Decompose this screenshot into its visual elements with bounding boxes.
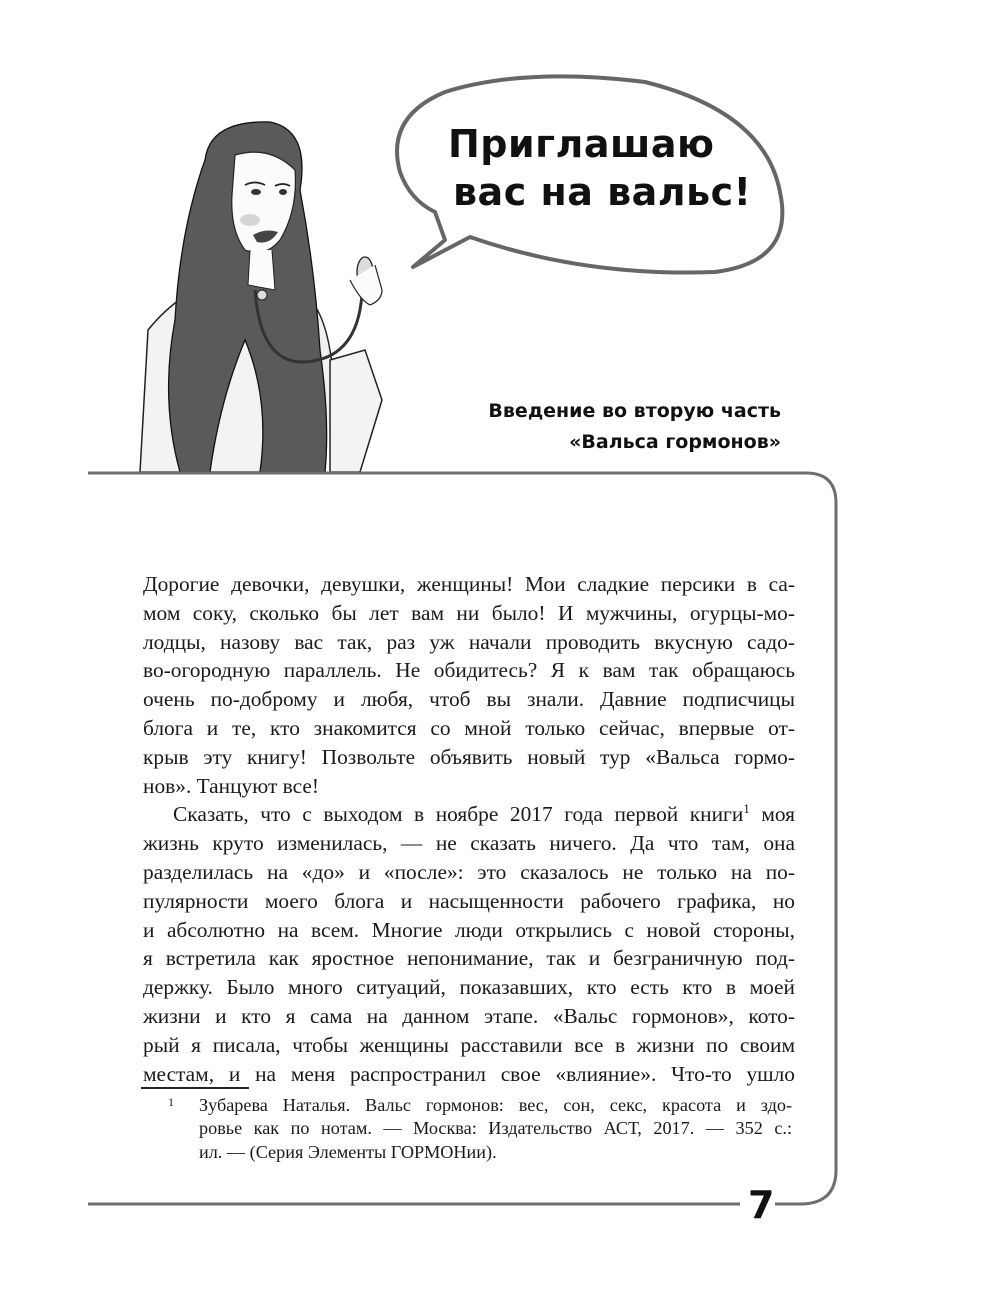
chapter-title-line-1: Введение во вторую часть: [488, 400, 781, 422]
page-number: 7: [748, 1183, 775, 1227]
footnote-separator: [141, 1087, 249, 1089]
paragraph-2: [143, 800, 795, 1088]
text-line: блога и те, кто знакомится со мной только сейчас, впервые от-: [143, 715, 795, 740]
body-text: [143, 570, 795, 1088]
footnote-line: ил. — (Серия Элементы ГОРМОНии).: [199, 1141, 497, 1162]
text-line: я встретила как яростное непонимание, так и безграничную под-: [143, 946, 795, 971]
footnote-line: ровье как по нотам. — Москва: Издательство АСТ, 2017. — 352 с.:: [199, 1118, 792, 1139]
text-line: Дорогие девочки, девушки, женщины! Мои сладкие персики в са-: [143, 572, 795, 596]
text-segment: моя: [749, 802, 795, 827]
text-segment: Сказать, что с выходом в ноябре 2017 года первой книги: [173, 802, 744, 827]
text-line: местам, и на меня распространил свое «влияние». Что-то ушло: [143, 1061, 795, 1086]
doctor-illustration: [120, 100, 430, 472]
text-line: рый я писала, чтобы женщины расставили все в жизни по своим: [143, 1032, 795, 1057]
text-line: жизнь круто изменилась, — не сказать ничего. Да что там, она: [143, 831, 795, 856]
text-line: и абсолютно на всем. Многие люди открылись с новой стороны,: [143, 917, 795, 942]
speech-bubble-text: [448, 120, 768, 216]
text-line: пулярности моего блога и насыщенности рабочего графика, но: [143, 888, 795, 913]
paragraph-1: [143, 570, 795, 800]
footnote-reference[interactable]: 1: [743, 801, 750, 817]
text-line: крыв эту книгу! Позвольте объявить новый тур «Вальса гормо-: [143, 744, 795, 769]
text-line: очень по-доброму и любя, чтоб вы знали. Давние подписчицы: [143, 687, 795, 712]
text-line: мом соку, сколько бы лет вам ни было! И мужчины, огурцы-мо-: [143, 600, 795, 625]
footnote-mark: 1: [168, 1095, 174, 1109]
footnote: [168, 1094, 792, 1164]
text-line: разделилась на «до» и «после»: это сказалось не только на по-: [143, 859, 795, 884]
speech-line-1: Приглашаю: [448, 122, 715, 166]
footnote-body: [199, 1094, 792, 1164]
text-line: нов». Танцуют все!: [143, 773, 319, 798]
chapter-title: [488, 396, 781, 458]
text-line: жизни и кто я сама на данном этапе. «Вальс гормонов», кото-: [143, 1003, 795, 1028]
text-line: [143, 800, 795, 829]
chapter-title-line-2: «Вальса гормонов»: [569, 431, 781, 453]
footnote-line: Зубарева Наталья. Вальс гормонов: вес, сон, секс, красота и здо-: [199, 1095, 792, 1115]
text-line: держку. Было много ситуаций, показавших, кто есть кто в моей: [143, 975, 795, 1000]
text-line: лодцы, назову вас так, раз уж начали проводить вкусную садо-: [143, 629, 795, 654]
text-line: во-огородную параллель. Не обидитесь? Я к вам так обращаюсь: [143, 658, 795, 683]
speech-line-2: вас на вальс!: [453, 170, 752, 214]
